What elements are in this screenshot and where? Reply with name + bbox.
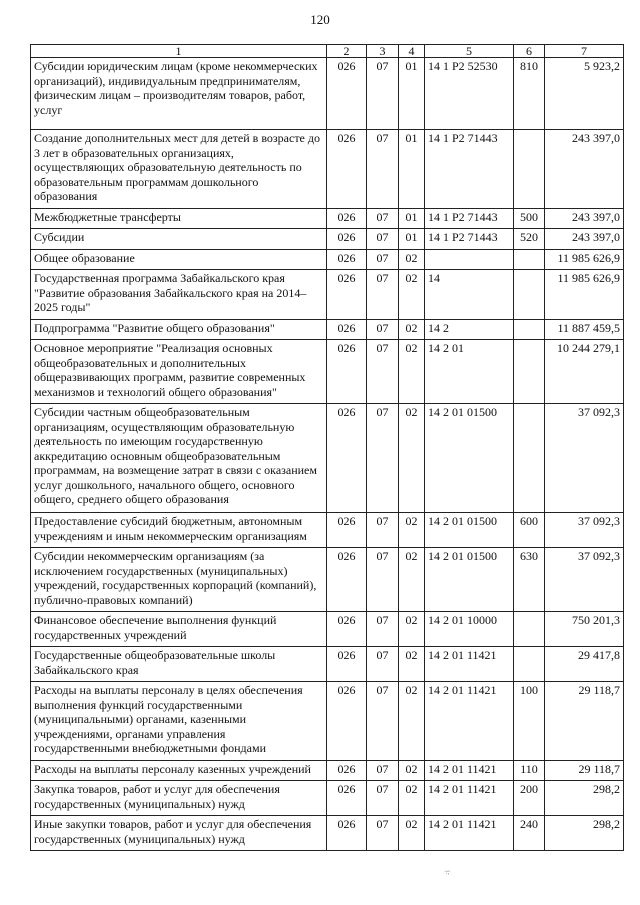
row-target-item: 14 1 P2 71443: [425, 229, 514, 250]
row-section: 07: [367, 404, 399, 513]
row-amount: 298,2: [545, 816, 624, 851]
row-gr-code: 026: [327, 229, 367, 250]
row-target-item: 14 2 01 11421: [425, 760, 514, 781]
table-row: [31, 682, 624, 761]
row-amount: 5 923,2: [545, 58, 624, 130]
row-name: Закупка товаров, работ и услуг для обеспечения государственных (муниципальных) нужд: [31, 781, 327, 816]
column-header: 6: [514, 45, 545, 58]
row-amount: 243 397,0: [545, 229, 624, 250]
row-section: 07: [367, 58, 399, 130]
row-section: 07: [367, 781, 399, 816]
table-row: [31, 319, 624, 340]
row-section: 07: [367, 682, 399, 761]
row-expense-type: [514, 319, 545, 340]
row-section: 07: [367, 319, 399, 340]
row-gr-code: 026: [327, 612, 367, 647]
row-amount: 11 887 459,5: [545, 319, 624, 340]
row-subsection: 02: [399, 513, 425, 548]
table-row: [31, 816, 624, 851]
row-subsection: 02: [399, 548, 425, 612]
page-number: 120: [310, 12, 330, 27]
header-row: [31, 45, 624, 58]
row-gr-code: 026: [327, 208, 367, 229]
row-target-item: 14 2 01 10000: [425, 612, 514, 647]
table-body: [31, 58, 624, 851]
row-gr-code: 026: [327, 548, 367, 612]
row-target-item: 14 1 P2 71443: [425, 208, 514, 229]
table-row: [31, 229, 624, 250]
row-target-item: 14 2 01 11421: [425, 816, 514, 851]
row-section: 07: [367, 513, 399, 548]
row-target-item: 14 2 01 01500: [425, 404, 514, 513]
row-target-item: 14: [425, 270, 514, 320]
row-gr-code: 026: [327, 58, 367, 130]
row-section: 07: [367, 270, 399, 320]
row-name: Предоставление субсидий бюджетным, автономным учреждениям и иным некоммерческим организациям: [31, 513, 327, 548]
column-header: 7: [545, 45, 624, 58]
row-subsection: 02: [399, 781, 425, 816]
row-subsection: 02: [399, 319, 425, 340]
row-expense-type: 520: [514, 229, 545, 250]
row-expense-type: [514, 340, 545, 404]
column-header: 5: [425, 45, 514, 58]
row-amount: 29 118,7: [545, 682, 624, 761]
column-header: 3: [367, 45, 399, 58]
table-row: [31, 270, 624, 320]
row-subsection: 02: [399, 682, 425, 761]
row-target-item: 14 2 01 11421: [425, 781, 514, 816]
row-expense-type: 110: [514, 760, 545, 781]
row-name: Финансовое обеспечение выполнения функций государственных учреждений: [31, 612, 327, 647]
row-section: 07: [367, 612, 399, 647]
row-expense-type: [514, 249, 545, 270]
budget-table: [30, 44, 624, 851]
row-amount: 11 985 626,9: [545, 249, 624, 270]
row-name: Основное мероприятие "Реализация основных общеобразовательных и дополнительных общеразвивающих программ, развитие современных механизмов и технологий общего образования": [31, 340, 327, 404]
row-expense-type: [514, 270, 545, 320]
row-name: Субсидии юридическим лицам (кроме некоммерческих организаций), индивидуальным предпринимателям, физическим лицам – производителям товаров, работ, услуг: [31, 58, 327, 130]
row-name: Общее образование: [31, 249, 327, 270]
row-amount: 29 118,7: [545, 760, 624, 781]
row-target-item: 14 2: [425, 319, 514, 340]
column-header: 2: [327, 45, 367, 58]
row-expense-type: 810: [514, 58, 545, 130]
table-row: [31, 760, 624, 781]
row-name: Иные закупки товаров, работ и услуг для обеспечения государственных (муниципальных) нужд: [31, 816, 327, 851]
table-row: [31, 781, 624, 816]
row-target-item: 14 1 P2 52530: [425, 58, 514, 130]
row-name: Субсидии: [31, 229, 327, 250]
row-subsection: 02: [399, 816, 425, 851]
row-target-item: 14 1 P2 71443: [425, 130, 514, 209]
table-row: [31, 404, 624, 513]
row-amount: 243 397,0: [545, 130, 624, 209]
table-row: [31, 612, 624, 647]
row-section: 07: [367, 548, 399, 612]
row-expense-type: 100: [514, 682, 545, 761]
row-gr-code: 026: [327, 760, 367, 781]
row-expense-type: [514, 404, 545, 513]
table-row: [31, 647, 624, 682]
row-name: Подпрограмма "Развитие общего образования": [31, 319, 327, 340]
row-subsection: 02: [399, 404, 425, 513]
scan-speck: ·:·;·: [444, 868, 450, 876]
row-expense-type: 500: [514, 208, 545, 229]
row-amount: 37 092,3: [545, 404, 624, 513]
row-gr-code: 026: [327, 270, 367, 320]
row-expense-type: [514, 612, 545, 647]
row-target-item: 14 2 01 11421: [425, 647, 514, 682]
row-gr-code: 026: [327, 647, 367, 682]
row-expense-type: 630: [514, 548, 545, 612]
column-header: 4: [399, 45, 425, 58]
table-row: [31, 513, 624, 548]
row-amount: 243 397,0: [545, 208, 624, 229]
row-subsection: 01: [399, 229, 425, 250]
row-name: Создание дополнительных мест для детей в возрасте до 3 лет в образовательных организациях, осуществляющих образовательную деятельность по образовательным программам дошкольного образования: [31, 130, 327, 209]
row-name: Субсидии частным общеобразовательным организациям, осуществляющим образовательную деятельность по имеющим государственную аккредитацию основным общеобразовательным программам, на возмещение затрат в связи с оказанием услуг дошкольного, начального общего, основного общего, среднего общего образования: [31, 404, 327, 513]
row-gr-code: 026: [327, 816, 367, 851]
row-subsection: 02: [399, 249, 425, 270]
row-target-item: 14 2 01 01500: [425, 513, 514, 548]
row-subsection: 01: [399, 58, 425, 130]
table-row: [31, 58, 624, 130]
row-gr-code: 026: [327, 340, 367, 404]
row-gr-code: 026: [327, 249, 367, 270]
row-name: Субсидии некоммерческим организациям (за исключением государственных (муниципальных) учреждений, государственных корпораций (компаний), публично-правовых компаний): [31, 548, 327, 612]
row-expense-type: 200: [514, 781, 545, 816]
row-name: Государственные общеобразовательные школы Забайкальского края: [31, 647, 327, 682]
row-amount: 298,2: [545, 781, 624, 816]
row-section: 07: [367, 229, 399, 250]
row-target-item: 14 2 01: [425, 340, 514, 404]
row-section: 07: [367, 208, 399, 229]
row-expense-type: 600: [514, 513, 545, 548]
table-row: [31, 130, 624, 209]
row-subsection: 02: [399, 270, 425, 320]
row-section: 07: [367, 130, 399, 209]
row-amount: 29 417,8: [545, 647, 624, 682]
row-amount: 37 092,3: [545, 548, 624, 612]
table-row: [31, 249, 624, 270]
row-amount: 750 201,3: [545, 612, 624, 647]
row-section: 07: [367, 249, 399, 270]
row-name: Межбюджетные трансферты: [31, 208, 327, 229]
row-target-item: 14 2 01 01500: [425, 548, 514, 612]
row-gr-code: 026: [327, 781, 367, 816]
row-target-item: 14 2 01 11421: [425, 682, 514, 761]
row-amount: 37 092,3: [545, 513, 624, 548]
row-section: 07: [367, 760, 399, 781]
row-gr-code: 026: [327, 513, 367, 548]
row-expense-type: [514, 130, 545, 209]
table-row: [31, 208, 624, 229]
row-subsection: 01: [399, 208, 425, 229]
row-expense-type: 240: [514, 816, 545, 851]
row-gr-code: 026: [327, 404, 367, 513]
row-gr-code: 026: [327, 319, 367, 340]
row-name: Государственная программа Забайкальского края "Развитие образования Забайкальского края на 2014–2025 годы": [31, 270, 327, 320]
row-subsection: 02: [399, 760, 425, 781]
row-gr-code: 026: [327, 130, 367, 209]
row-amount: 11 985 626,9: [545, 270, 624, 320]
row-subsection: 01: [399, 130, 425, 209]
table-row: [31, 340, 624, 404]
row-expense-type: [514, 647, 545, 682]
row-section: 07: [367, 340, 399, 404]
row-subsection: 02: [399, 612, 425, 647]
row-section: 07: [367, 816, 399, 851]
row-gr-code: 026: [327, 682, 367, 761]
row-subsection: 02: [399, 340, 425, 404]
row-target-item: [425, 249, 514, 270]
row-subsection: 02: [399, 647, 425, 682]
table-row: [31, 548, 624, 612]
column-header: 1: [31, 45, 327, 58]
row-name: Расходы на выплаты персоналу казенных учреждений: [31, 760, 327, 781]
row-section: 07: [367, 647, 399, 682]
row-amount: 10 244 279,1: [545, 340, 624, 404]
row-name: Расходы на выплаты персоналу в целях обеспечения выполнения функций государственными (муниципальными) органами, казенными учреждениями, органами управления государственными внебюджетными фондами: [31, 682, 327, 761]
